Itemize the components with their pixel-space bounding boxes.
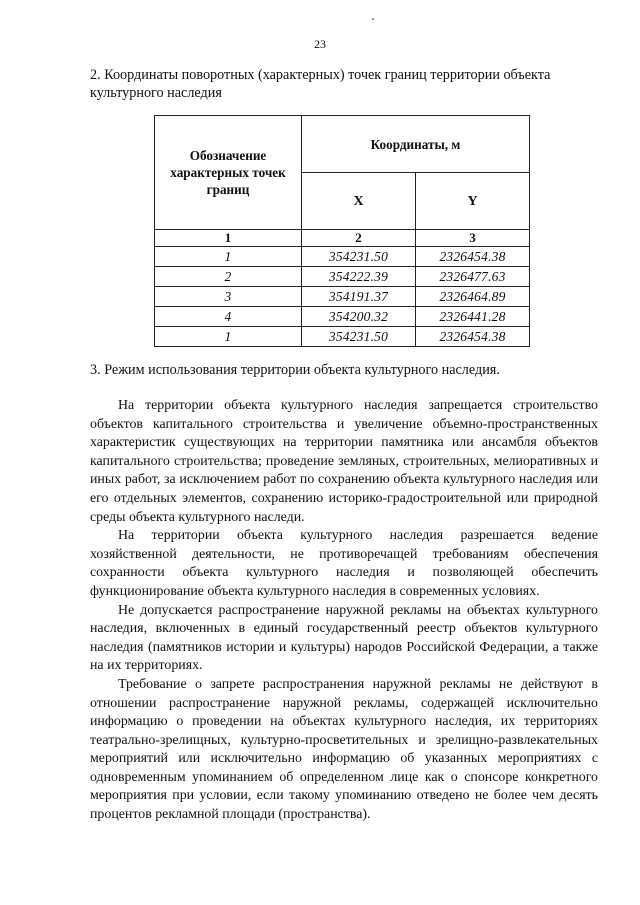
coord-x: 354231.50 xyxy=(302,327,416,347)
coord-x: 354222.39 xyxy=(302,267,416,287)
page-number: 23 xyxy=(314,37,326,51)
coord-y: 2326454.38 xyxy=(416,247,530,267)
header-x: X xyxy=(302,173,416,230)
point-id: 2 xyxy=(155,267,302,287)
section-3-heading: 3. Режим использования территории объекта культурного наследия. xyxy=(90,362,500,378)
table-row xyxy=(155,267,530,287)
column-number: 2 xyxy=(302,230,416,247)
column-number: 1 xyxy=(155,230,302,247)
paragraph: Не допускается распространение наружной рекламы на объектах культурного наследия, включенных в единый государственный реестр объектов культурного наследия (памятников истории и культуры) народов Российской Федерации, а также на их территориях. xyxy=(90,602,598,674)
column-number-row xyxy=(155,230,530,247)
point-id: 3 xyxy=(155,287,302,307)
header-point-designation: Обозначение характерных точек границ xyxy=(155,116,302,230)
scan-speck xyxy=(372,18,374,20)
point-id: 1 xyxy=(155,327,302,347)
coordinates-table xyxy=(154,115,530,347)
coord-y: 2326477.63 xyxy=(416,267,530,287)
table-row xyxy=(155,307,530,327)
coord-x: 354191.37 xyxy=(302,287,416,307)
point-id: 4 xyxy=(155,307,302,327)
paragraph: На территории объекта культурного наследия разрешается ведение хозяйственной деятельности, не противоречащей требованиям обеспечения сохранности объекта культурного наследия и позволяющей обеспечить функционирование объекта культурного наследия в современных условиях. xyxy=(90,528,598,599)
table-row xyxy=(155,287,530,307)
coord-y: 2326464.89 xyxy=(416,287,530,307)
table-row xyxy=(155,327,530,347)
paragraph: На территории объекта культурного наследия запрещается строительство объектов капитального строительства и увеличение объемно-пространственных характеристик существующих на территории памятника или ансамбля объектов капитального строительства; проведение земляных, строительных, мелиоративных и иных работ, за исключением работ по сохранению объекта культурного наследия или его отдельных элементов, сохранению историко-градостроительной или природной среды объекта культурного наследи. xyxy=(90,398,598,525)
coord-x: 354200.32 xyxy=(302,307,416,327)
coord-y: 2326441.28 xyxy=(416,307,530,327)
section-3-body xyxy=(90,397,598,825)
coord-x: 354231.50 xyxy=(302,247,416,267)
table-row xyxy=(155,247,530,267)
header-y: Y xyxy=(416,173,530,230)
header-coordinates: Координаты, м xyxy=(302,116,530,173)
section-2-heading: 2. Координаты поворотных (характерных) точек границ территории объекта культурного наследия xyxy=(90,67,551,101)
coord-y: 2326454.38 xyxy=(416,327,530,347)
paragraph: Требование о запрете распространения наружной рекламы не действуют в отношении распространение наружной рекламы, содержащей исключительно информацию о проведении на объектах культурного наследия, их территориях театрально-зрелищных, культурно-просветительных и зрелищно-развлекательных мероприятий или исключительно информацию об указанных мероприятиях с одновременным упоминанием об определенном лице как о спонсоре конкретного мероприятия при условии, если такому упоминанию отведено не более чем десять процентов рекламной площади (пространства). xyxy=(90,676,598,823)
point-id: 1 xyxy=(155,247,302,267)
column-number: 3 xyxy=(416,230,530,247)
